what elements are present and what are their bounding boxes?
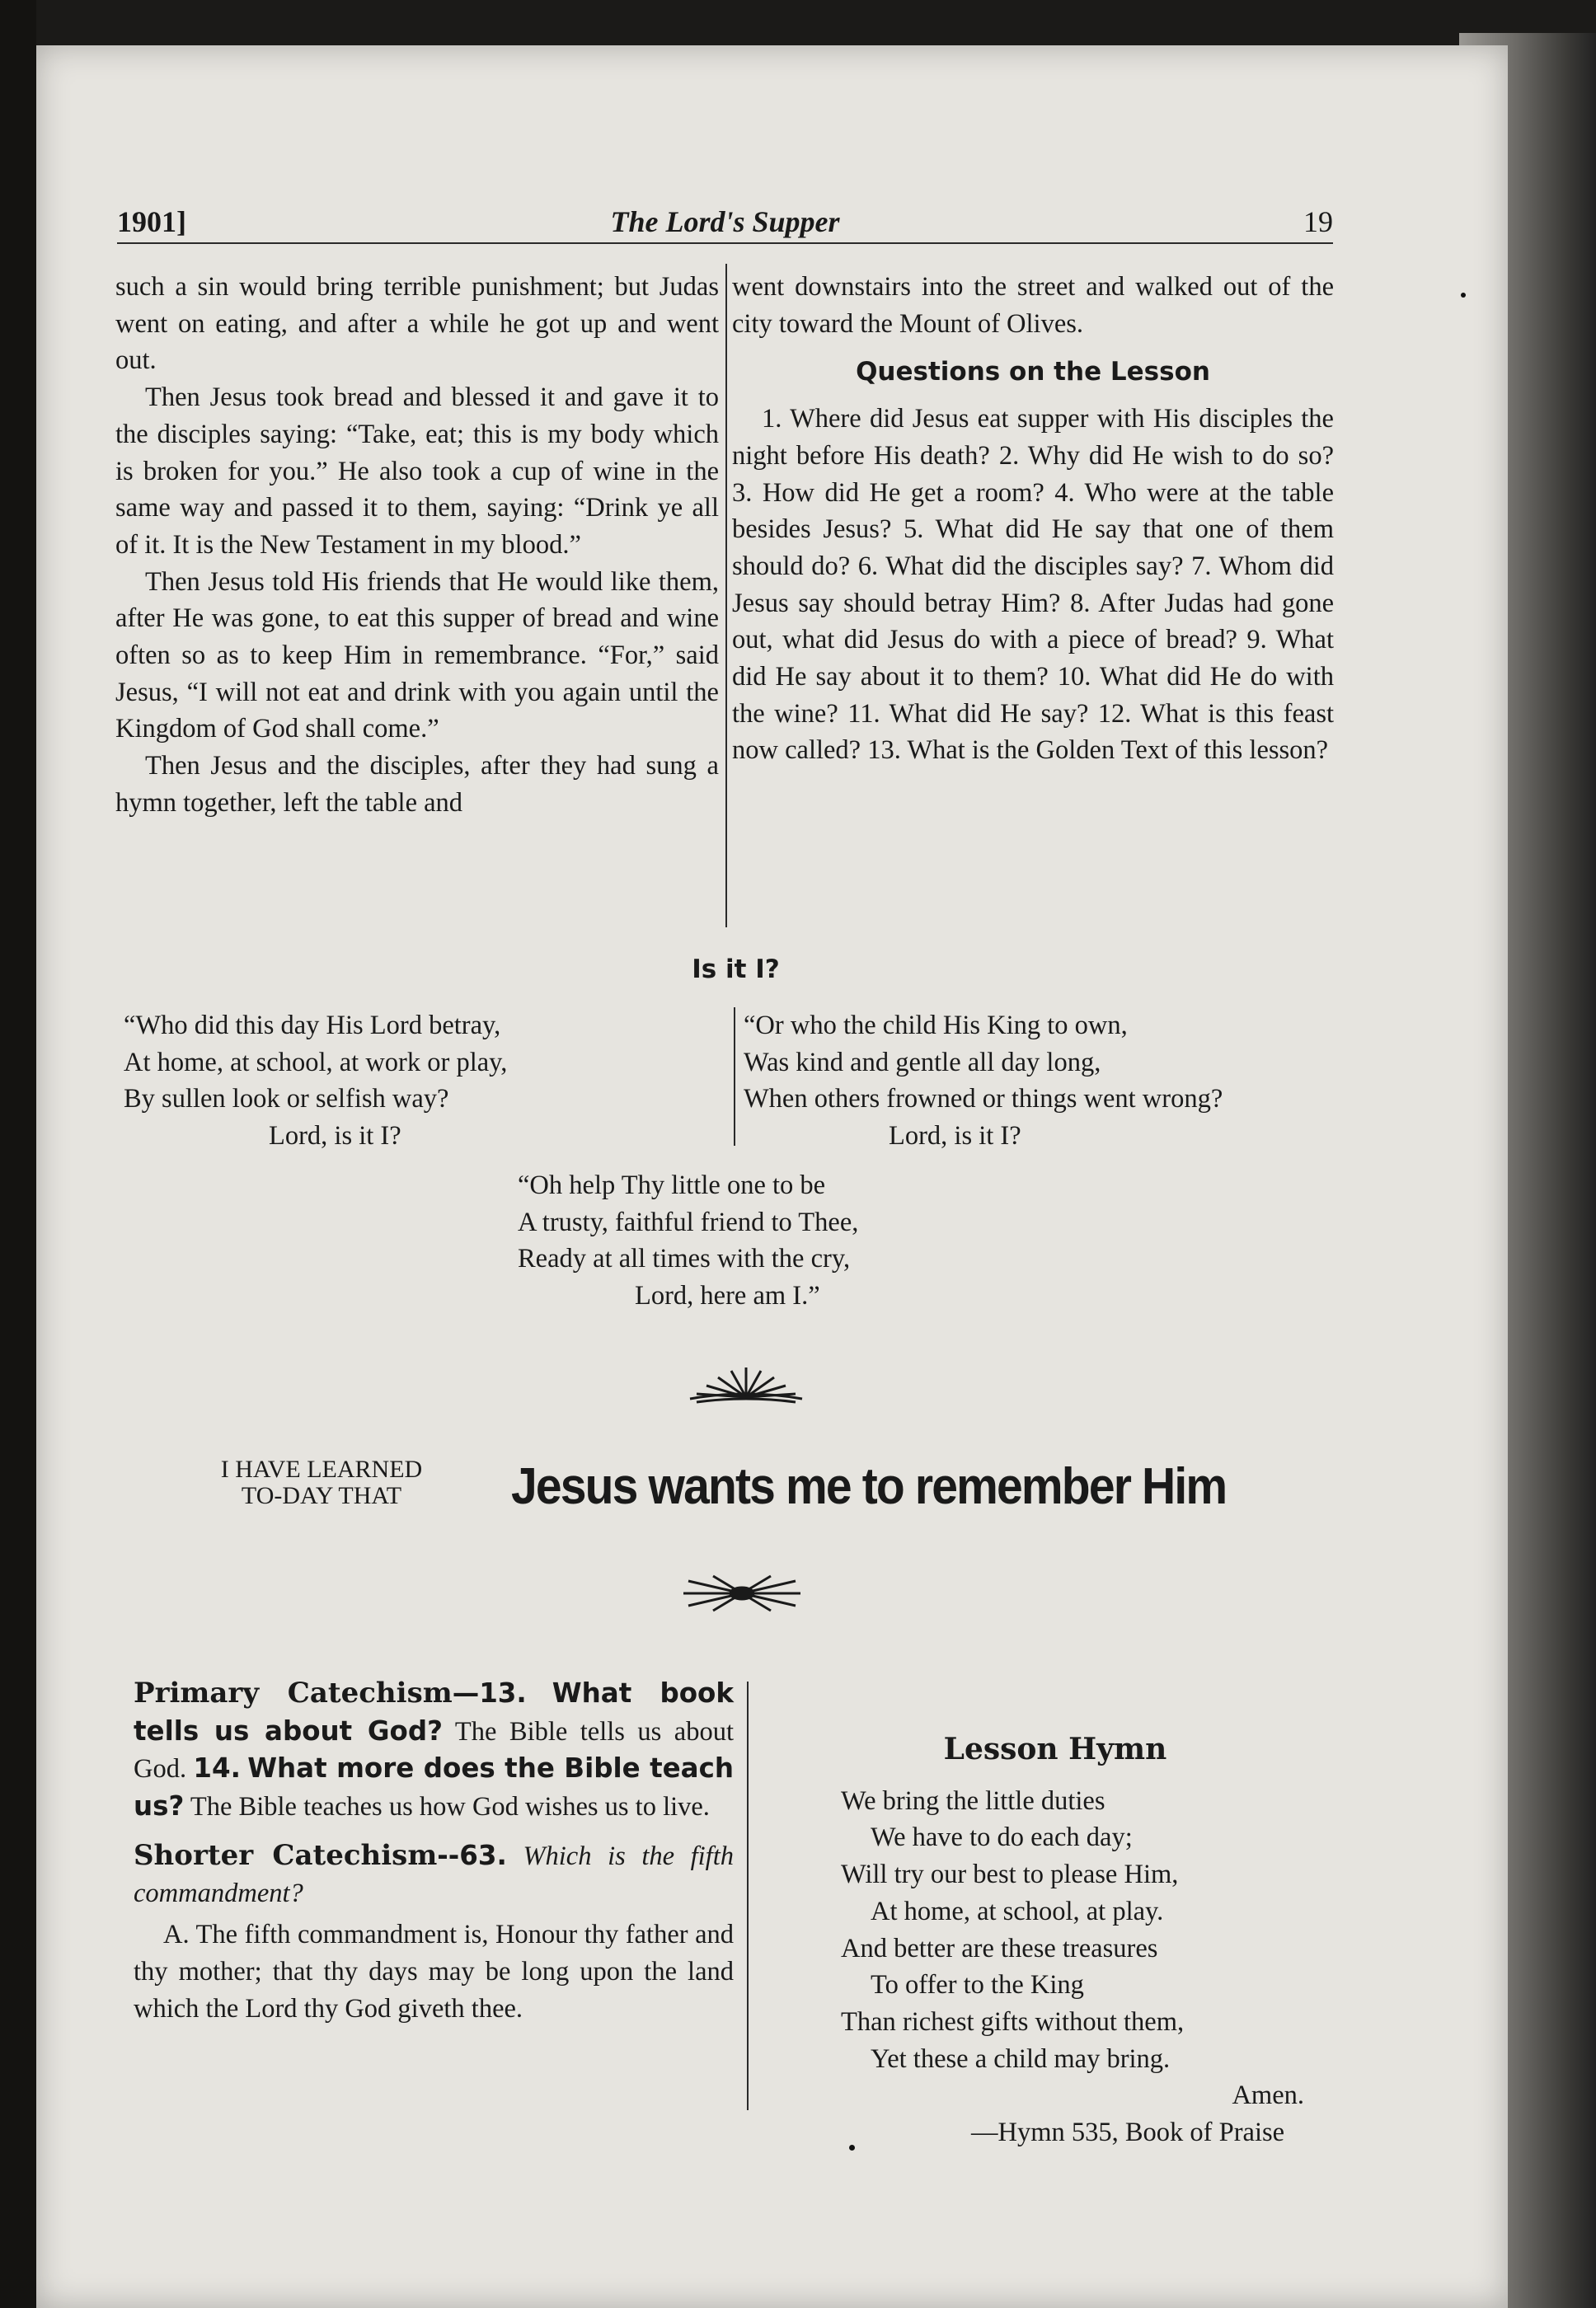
answer-13: The Bible tells us about God. (134, 1716, 734, 1785)
hymn-source: —Hymn 535, Book of Praise (971, 2118, 1285, 2148)
header-title: The Lord's Supper (610, 205, 840, 238)
running-header (117, 201, 1333, 244)
poem-title: Is it I? (692, 955, 780, 984)
primary-catechism (134, 1675, 734, 1826)
hymn-line: Than richest gifts without them, (841, 2006, 1185, 2037)
poem-stanza-3 (518, 1167, 858, 1315)
paragraph: such a sin would bring terrible punishment; but Judas went on eating, and after a while he got up and went out. (115, 272, 719, 376)
poem-line: A trusty, faithful friend to Thee, (518, 1207, 859, 1237)
poem-line: “Oh help Thy little one to be (518, 1170, 826, 1200)
hymn-line: To offer to the King (871, 1970, 1084, 2001)
primary-catechism-label: Primary Catechism (134, 1677, 453, 1710)
questions-text: 1. Where did Jesus eat supper with His disciples the night before His death? 2. Why did He wish to do so? 3. How did He get a room? 4. Who were at the table besides Jesus? 5. What did He say that one of them should do? 6. What did the disciples say? 7. Whom did Jesus say should betray Him? 8. After Judas had gone out, what did Jesus do with a piece of bread? 9. What did He say about it to them? 10. What did He do with the wine? 11. What did He say? 12. What is this feast now called? 13. What is the Golden Text of this lesson? (732, 404, 1334, 766)
poem-line: “Who did this day His Lord betray, (124, 1011, 501, 1040)
question-14-number: 14. (193, 1752, 241, 1785)
learned-label-line: TO-DAY THAT (241, 1482, 402, 1509)
hymn-line: Will try our best to please Him, (841, 1860, 1179, 1890)
paragraph: Then Jesus took bread and blessed it and gave it to the disciples saying: “Take, eat; this is my body which is broken for you.” He also took a cup of wine in the same way and passed it to them, saying: “Drink ye all of it. It is the New Testament in my blood.” (115, 382, 719, 560)
poem-refrain: Lord, is it I? (269, 1121, 401, 1152)
poem-line: By sullen look or selfish way? (124, 1084, 449, 1114)
poem-rule (734, 1007, 735, 1146)
header-year: 1901] (117, 205, 186, 238)
paragraph: Then Jesus told His friends that He would like them, after He was gone, to eat this supper of bread and wine often so as to keep Him in remembrance. “For,” said Jesus, “I will not eat and drink with you again until the Kingdom of God shall come.” (115, 566, 719, 744)
ornament-icon (680, 1573, 804, 1614)
poem-line: “Or who the child His King to own, (744, 1011, 1128, 1040)
ornament-icon (688, 1364, 804, 1405)
shorter-catechism-number: --63. (437, 1839, 507, 1871)
hymn-title: Lesson Hymn (943, 1732, 1167, 1766)
shorter-catechism-label: Shorter Catechism (134, 1838, 438, 1872)
page-number: 19 (1303, 205, 1333, 238)
scan-speck (1461, 293, 1466, 298)
poem-refrain: Lord, is it I? (889, 1121, 1021, 1152)
poem-refrain: Lord, here am I.” (635, 1281, 820, 1311)
questions-heading: Questions on the Lesson (856, 357, 1210, 387)
right-column (732, 269, 1334, 769)
question-13: What book tells us about God? (134, 1677, 734, 1747)
poem-line: Was kind and gentle all day long, (744, 1047, 1101, 1077)
shorter-catechism (134, 1837, 734, 1912)
hymn-line: At home, at school, at play. (871, 1896, 1164, 1926)
hymn-line: We bring the little duties (841, 1785, 1105, 1816)
column-rule (725, 264, 727, 927)
shorter-answer: A. The fifth commandment is, Honour thy father and thy mother; that thy days may be long upon the land which the Lord thy God giveth thee. (134, 1920, 734, 2024)
hymn-amen: Amen. (1232, 2080, 1304, 2111)
lesson-hymn (841, 1731, 1368, 2151)
catechism-rule (747, 1682, 749, 2110)
poem-stanza-2 (744, 1007, 1223, 1155)
learned-label (165, 1457, 478, 1509)
poem-line: Ready at all times with the cry, (518, 1244, 851, 1274)
paragraph: Then Jesus and the disciples, after they had sung a hymn together, left the table and (115, 751, 719, 818)
catechism-section (134, 1675, 734, 2027)
poem-line: At home, at school, at work or play, (124, 1047, 508, 1077)
learned-statement: Jesus wants me to remember Him (511, 1458, 1227, 1515)
paragraph: went downstairs into the street and walked out of the city toward the Mount of Olives. (732, 272, 1334, 339)
hymn-line: We have to do each day; (871, 1822, 1133, 1853)
left-column (115, 269, 719, 822)
question-14: What more does the Bible teach us? (134, 1752, 735, 1822)
hymn-line: Yet these a child may bring. (871, 2043, 1171, 2074)
hymn-line: And better are these treasures (841, 1933, 1158, 1963)
primary-catechism-number: —13. (452, 1677, 527, 1709)
poem-line: When others frowned or things went wrong? (744, 1084, 1223, 1114)
poem-stanza-1 (124, 1007, 507, 1155)
shorter-question: Which is the fifth commandment? (134, 1841, 734, 1908)
answer-14: The Bible teaches us how God wishes us to live. (190, 1792, 710, 1822)
learned-label-line: I HAVE LEARNED (220, 1456, 423, 1483)
scan-speck (849, 2145, 855, 2151)
scan-left-edge (0, 0, 36, 2308)
